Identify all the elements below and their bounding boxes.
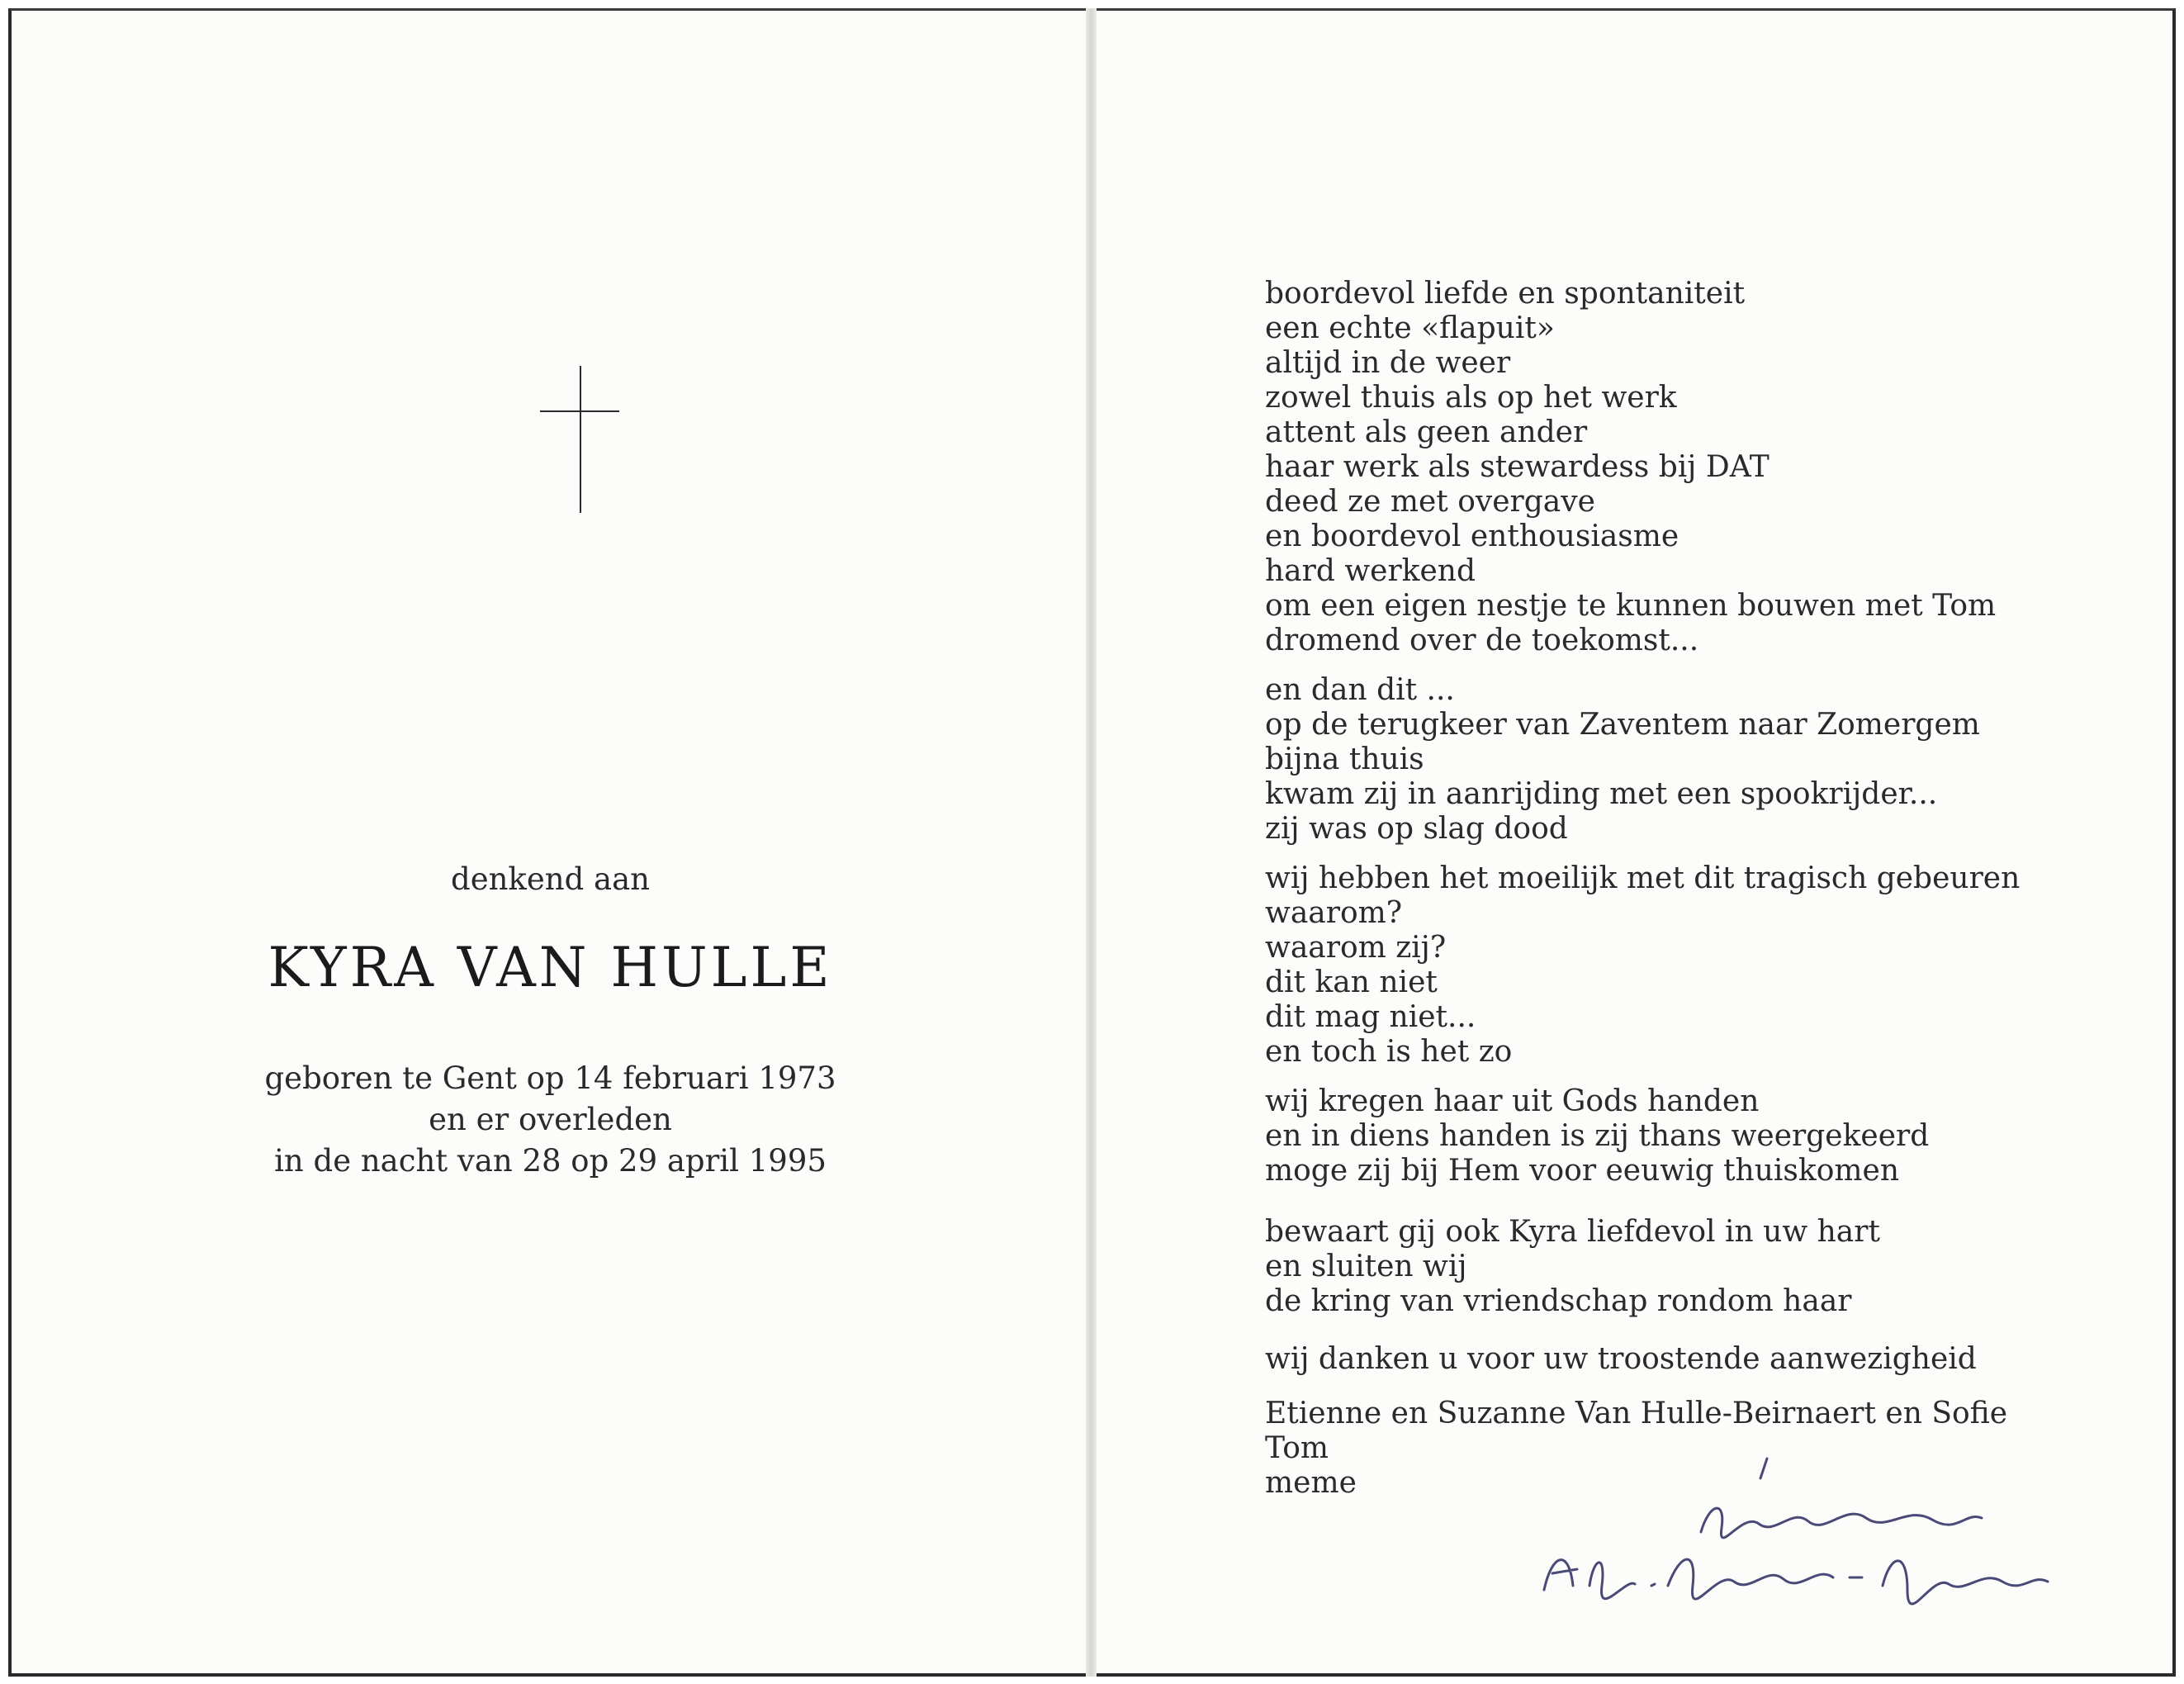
poem-line: waarom?: [1265, 896, 1403, 930]
deceased-name: KYRA VAN HULLE: [268, 936, 833, 999]
signatory-line: Tom: [1265, 1431, 1329, 1465]
stanza: [1265, 673, 2020, 847]
poem-line: en sluiten wij: [1265, 1250, 1467, 1283]
signatory-line: meme: [1265, 1466, 1357, 1500]
handwritten-note: [1519, 1454, 2064, 1619]
poem-line: zij was op slag dood: [1265, 812, 1568, 846]
poem-line: en toch is het zo: [1265, 1035, 1513, 1069]
stanza: [1265, 861, 2020, 1070]
poem-line: haar werk als stewardess bij DAT: [1265, 450, 1769, 484]
signatory-line: Etienne en Suzanne Van Hulle-Beirnaert en Sofie: [1265, 1397, 2008, 1430]
poem-line: een echte «flapuit»: [1265, 311, 1555, 345]
stanza: [1265, 277, 2020, 658]
poem: [1265, 277, 2020, 1501]
poem-line: wij danken u voor uw troostende aanwezigheid: [1265, 1342, 1977, 1376]
poem-line: dit kan niet: [1265, 965, 1438, 999]
poem-line: en dan dit ...: [1265, 673, 1455, 707]
poem-line: wij hebben het moeilijk met dit tragisch gebeuren: [1265, 861, 2021, 895]
card-fold: [1086, 8, 1097, 1677]
poem-line: attent als geen ander: [1265, 415, 1588, 449]
death-line-1: en er overleden: [429, 1102, 672, 1137]
svg-text:Alb. Beirnaert - Martens: Alb. Beirnaert - Martens: [1544, 1586, 1555, 1587]
poem-line: op de terugkeer van Zaventem naar Zomergem: [1265, 708, 1980, 742]
svg-text:Kleindochter v.: Kleindochter v.: [1701, 1524, 1708, 1525]
poem-line: hard werkend: [1265, 554, 1476, 588]
poem-line: deed ze met overgave: [1265, 485, 1595, 519]
stanza: [1265, 1342, 2020, 1377]
poem-line: dromend over de toekomst...: [1265, 624, 1699, 657]
death-line-2: in de nacht van 28 op 29 april 1995: [274, 1143, 827, 1179]
poem-line: dit mag niet...: [1265, 1000, 1476, 1034]
poem-line: waarom zij?: [1265, 931, 1447, 965]
poem-line: en boordevol enthousiasme: [1265, 519, 1679, 553]
poem-line: om een eigen nestje te kunnen bouwen met Tom: [1265, 589, 1997, 623]
poem-line: bijna thuis: [1265, 742, 1424, 776]
stanza: [1265, 1084, 2020, 1188]
stanza: [1265, 1215, 2020, 1319]
poem-line: moge zij bij Hem voor eeuwig thuiskomen: [1265, 1154, 1900, 1188]
life-dates: [12, 1058, 1089, 1182]
left-panel: [8, 8, 1086, 1677]
poem-line: bewaart gij ook Kyra liefdevol in uw hart: [1265, 1215, 1880, 1249]
poem-line: kwam zij in aanrijding met een spookrijder...: [1265, 777, 1938, 811]
poem-line: zowel thuis als op het werk: [1265, 381, 1677, 415]
birth-line: geboren te Gent op 14 februari 1973: [264, 1060, 836, 1096]
poem-line: boordevol liefde en spontaniteit: [1265, 277, 1746, 311]
poem-line: wij kregen haar uit Gods handen: [1265, 1084, 1760, 1118]
poem-line: en in diens handen is zij thans weergekeerd: [1265, 1119, 1930, 1153]
poem-line: de kring van vriendschap rondom haar: [1265, 1284, 1852, 1318]
intro-text: denkend aan: [451, 861, 650, 897]
poem-line: altijd in de weer: [1265, 346, 1511, 380]
